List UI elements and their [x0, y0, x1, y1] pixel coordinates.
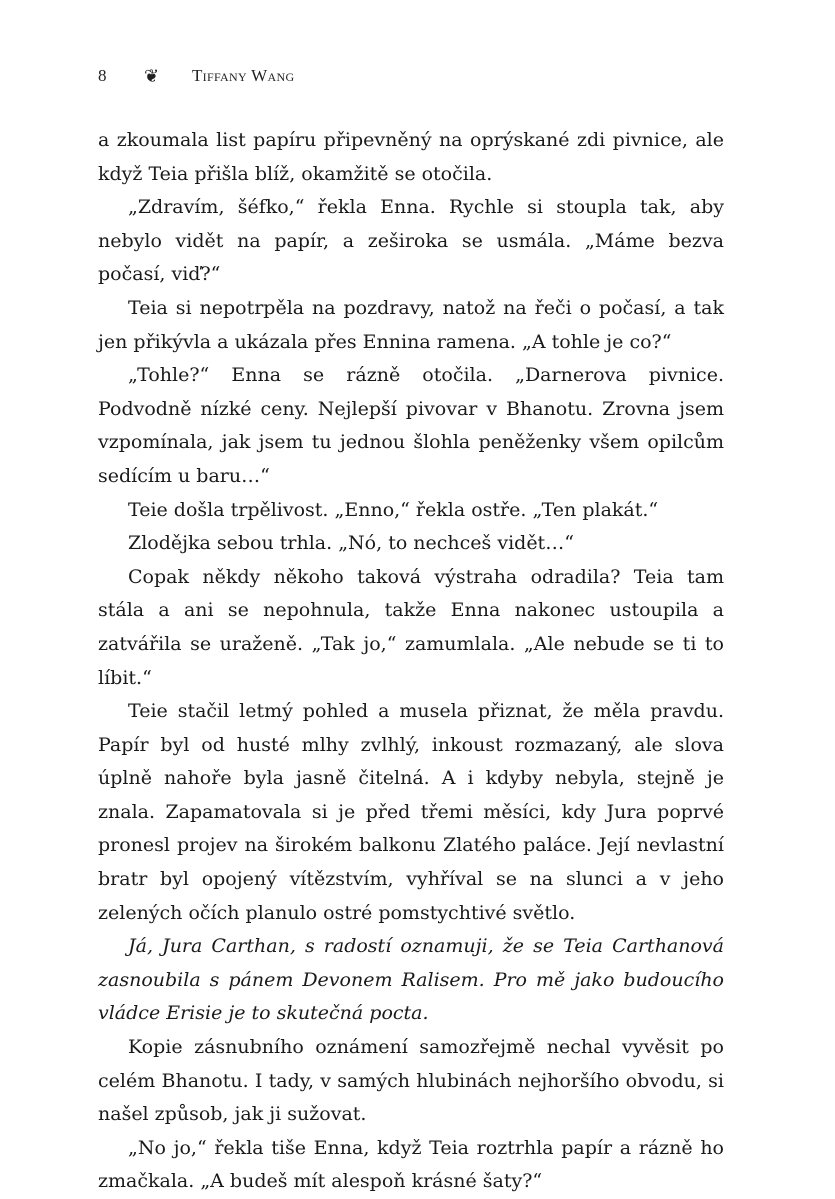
running-header: [98, 64, 294, 88]
fleuron-icon: ❦: [144, 66, 160, 86]
paragraph: „Zdravím, šéfko,“ řekla Enna. Rychle si stoupla tak, aby nebylo vidět na papír, a zeširoka se usmála. „Máme bezva počasí, viď?“: [98, 196, 724, 286]
paragraph: Teie došla trpělivost. „Enno,“ řekla ostře. „Ten plakát.“: [128, 498, 659, 521]
running-header-author: Tiffany Wang: [192, 66, 295, 85]
paragraph: a zkoumala list papíru připevněný na oprýskané zdi pivnice, ale když Teia přišla blíž, okamžitě se otočila.: [98, 129, 724, 185]
paragraph: Kopie zásnubního oznámení samozřejmě nechal vyvěsit po celém Bhanotu. I tady, v samých hlubinách nejhoršího obvodu, si našel způsob, jak ji sužovat.: [98, 1036, 724, 1126]
paragraph: „No jo,“ řekla tiše Enna, když Teia roztrhla papír a rázně ho zmačkala. „A budeš mít alespoň krásné šaty?“: [98, 1136, 724, 1193]
paragraph: Zlodějka sebou trhla. „Nó, to nechceš vidět…“: [128, 532, 574, 555]
paragraph: Teie stačil letmý pohled a musela přiznat, že měla pravdu. Papír byl od husté mlhy zvlhlý, inkoust rozmazaný, ale slova úplně nahoře byla jasně čitelná. A i kdyby nebyla, stejně je znala. Zapamatovala si je před třemi měsíci, kdy Jura poprvé pronesl projev na širokém balkonu Zlatého paláce. Její nevlastní bratr byl opojený vítězstvím, vyhříval se na slunci a v jeho zelených očích planulo ostré pomstychtivé světlo.: [98, 700, 724, 924]
body-text: [98, 124, 724, 1199]
page-number: 8: [98, 66, 107, 85]
paragraph: „Tohle?“ Enna se rázně otočila. „Darnerova pivnice. Podvodně nízké ceny. Nejlepší pivovar v Bhanotu. Zrovna jsem vzpomínala, jak jsem tu jednou šlohla peněženky všem opilcům sedícím u baru…“: [98, 364, 724, 487]
paragraph: Teia si nepotrpěla na pozdravy, natož na řeči o počasí, a tak jen přikývla a ukázala přes Ennina ramena. „A tohle je co?“: [98, 296, 724, 353]
paragraph: Copak někdy někoho taková výstraha odradila? Teia tam stála a ani se nepohnula, takže Enna nakonec ustoupila a zatvářila se uraženě. „Tak jo,“ zamumlala. „Ale nebude se ti to líbit.“: [98, 565, 724, 689]
announcement-paragraph: Já, Jura Carthan, s radostí oznamuji, že se Teia Carthanová zasnoubila s pánem Devonem Ralisem. Pro mě jako budoucího vládce Erisie je to skutečná pocta.: [98, 935, 724, 1025]
